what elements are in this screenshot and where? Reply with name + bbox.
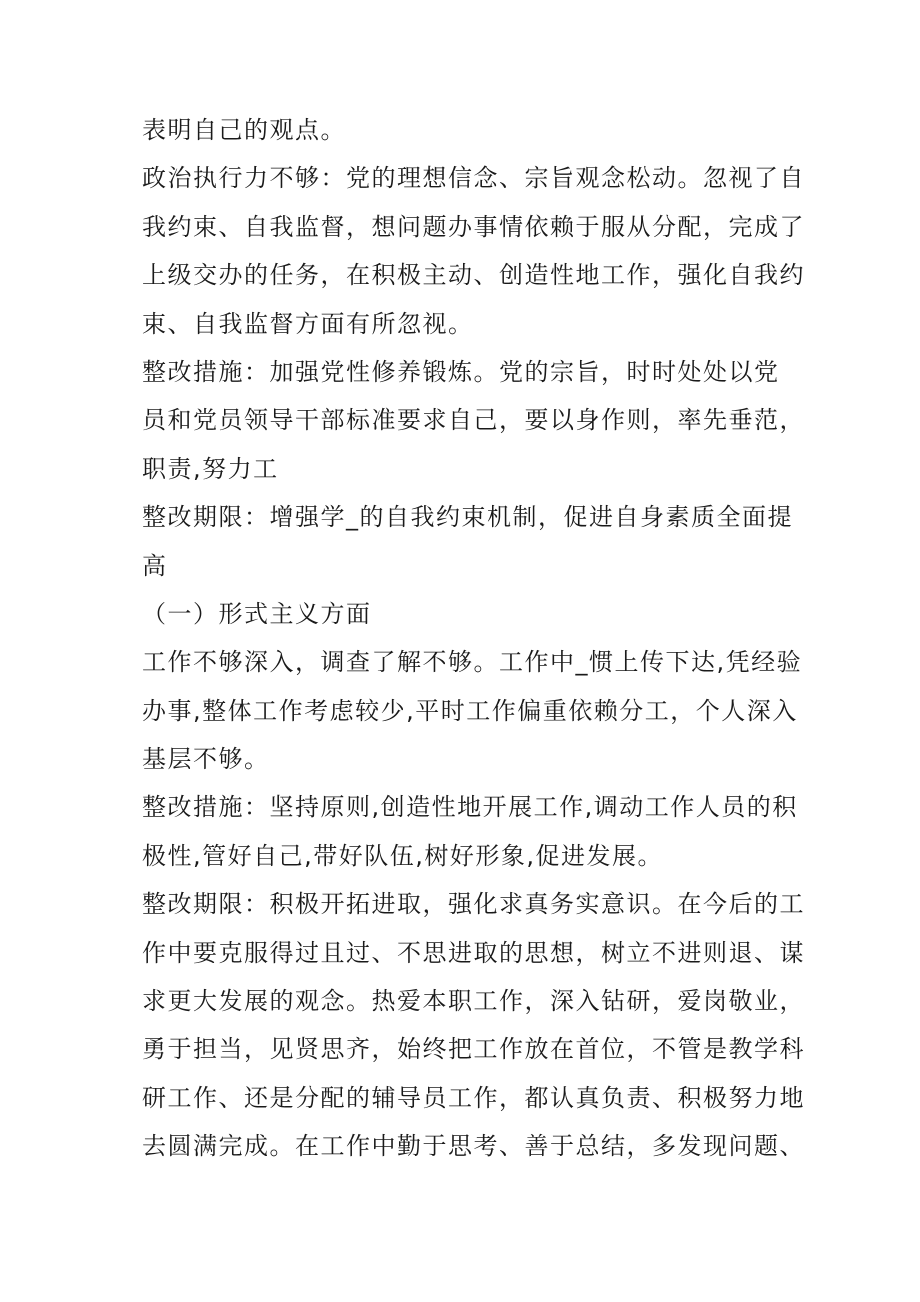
text-line-21: 研工作、还是分配的辅导员工作，都认真负责、积极努力地: [142, 1083, 805, 1112]
text-line-6: 整改措施：加强党性修养锻炼。党的宗旨，时时处处以党: [142, 357, 780, 386]
text-line-13: 办事,整体工作考虑较少,平时工作偏重依赖分工，个人深入: [142, 696, 798, 725]
text-line-8: 职责,努力工: [142, 454, 279, 483]
text-line-4: 上级交办的任务，在积极主动、创造性地工作，强化自我约: [142, 261, 805, 290]
text-line-1: 表明自己的观点。: [142, 116, 346, 144]
text-line-19: 求更大发展的观念。热爱本职工作，深入钻研，爱岗敬业，: [142, 987, 805, 1016]
text-line-7: 员和党员领导干部标准要求自己，要以身作则，率先垂范，: [142, 406, 805, 435]
text-line-10: 高: [142, 551, 168, 580]
text-line-2: 政治执行力不够：党的理想信念、宗旨观念松动。忽视了自: [142, 164, 805, 193]
text-line-16: 极性,管好自己,带好队伍,树好形象,促进发展。: [142, 841, 664, 870]
text-line-5: 束、自我监督方面有所忽视。: [142, 309, 474, 338]
text-line-14: 基层不够。: [142, 745, 270, 774]
text-line-9: 整改期限：增强学_的自我约束机制，促进自身素质全面提: [142, 503, 793, 532]
text-line-12: 工作不够深入，调查了解不够。工作中_惯上传下达,凭经验: [142, 648, 803, 677]
text-line-18: 作中要克服得过且过、不思进取的思想，树立不进则退、谋: [142, 938, 805, 967]
text-line-15: 整改措施：坚持原则,创造性地开展工作,调动工作人员的积: [142, 793, 798, 822]
text-line-17: 整改期限：积极开拓进取，强化求真务实意识。在今后的工: [142, 890, 805, 919]
text-line-20: 勇于担当，见贤思齐，始终把工作放在首位，不管是教学科: [142, 1035, 805, 1064]
text-line-22: 去圆满完成。在工作中勤于思考、善于总结，多发现问题、: [142, 1132, 805, 1161]
text-line-3: 我约束、自我监督，想问题办事情依赖于服从分配，完成了: [142, 212, 805, 241]
section-heading: （一）形式主义方面: [142, 599, 372, 628]
document-body: [142, 106, 805, 1171]
